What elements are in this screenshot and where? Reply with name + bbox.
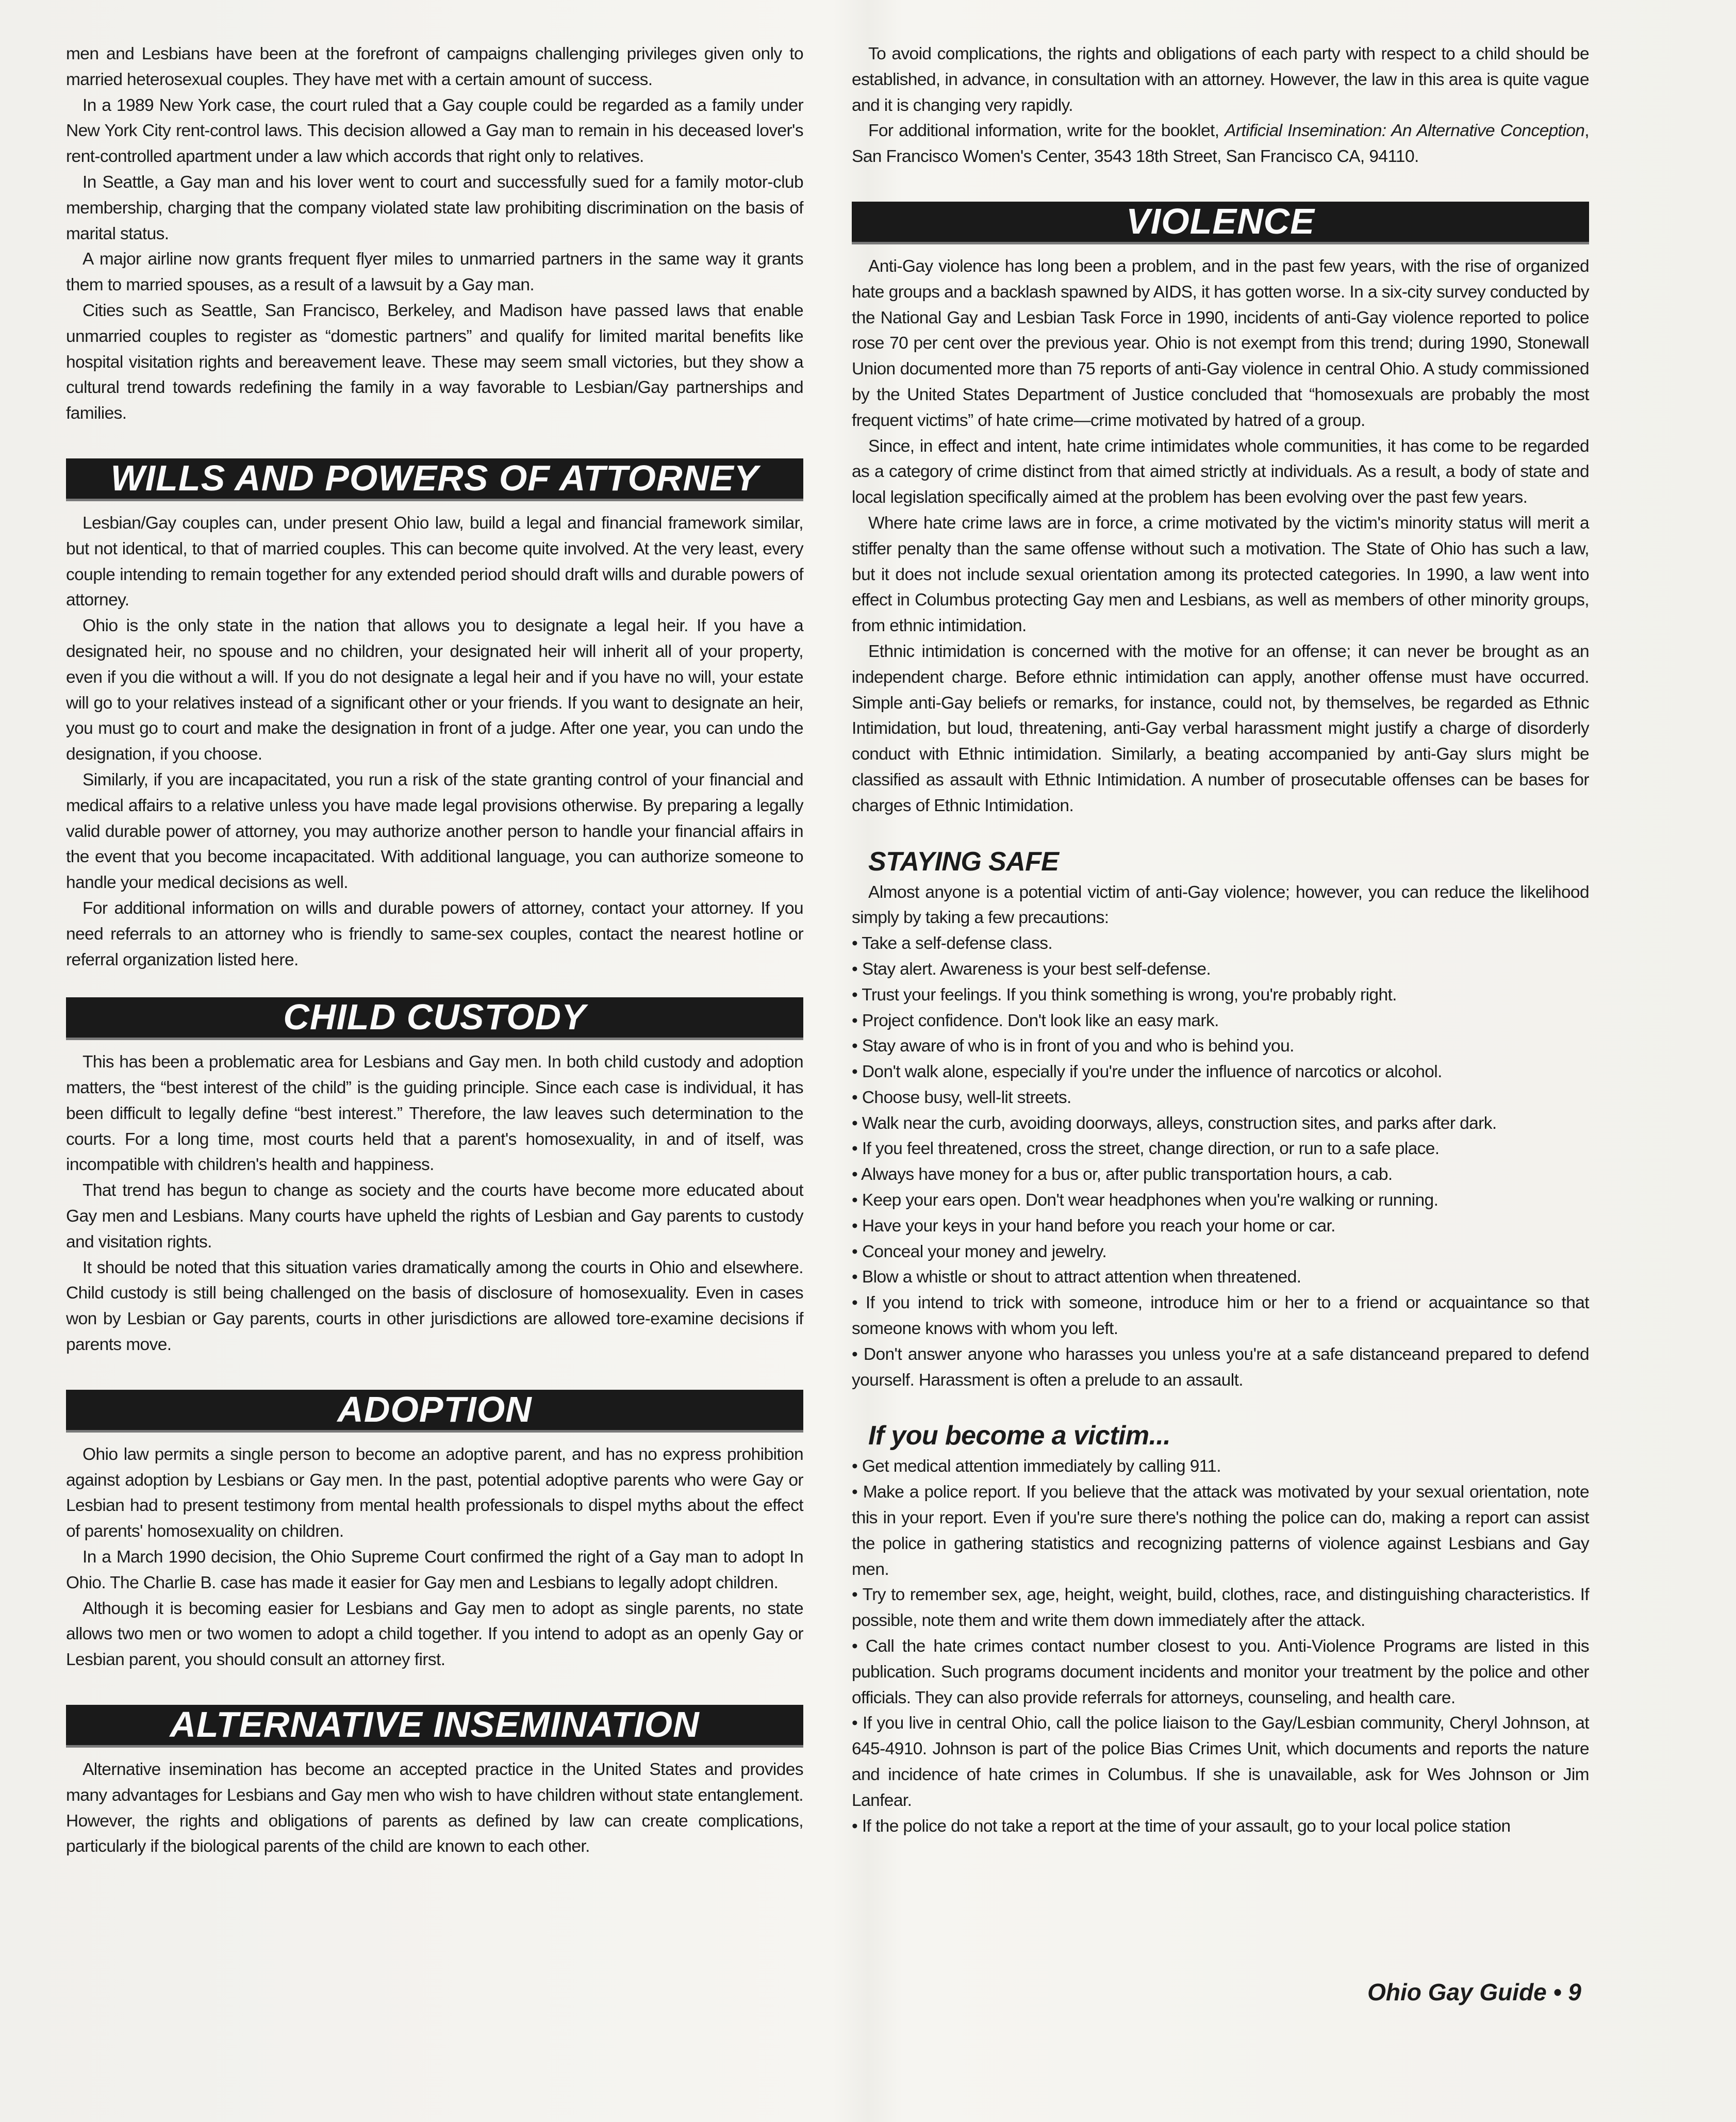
wills-paragraph: Ohio is the only state in the nation that allows you to designate a legal heir. If you have a designated heir, no spouse and no children, your designated heir will inherit all of your property, even if you die without a will. If you do not designate a legal heir and if you have no will, your estate will go to your relatives instead of a significant other or your friends. If you want to designate an heir, you must go to court and make the designation in front of a judge. After one year, you can undo the designation, if you choose. <box>66 616 803 764</box>
custody-paragraph: It should be noted that this situation varies dramatically among the courts in Ohio and elsewhere. Child custody is still being challenged on the basis of disclosure of homosexuality. Even in cases won by Lesbian or Gay parents, courts in other jurisdictions are allowed tore-examine decisions if parents move. <box>66 1258 803 1355</box>
safety-tip: • Stay alert. Awareness is your best self-defense. <box>852 959 1211 979</box>
violence-paragraph: Since, in effect and intent, hate crime intimidates whole communities, it has come to be regarded as a category of crime distinct from that aimed strictly at individuals. As a result, a body of state and local legislation specifically aimed at the problem has been evolving over the past few years. <box>852 436 1589 507</box>
intro-paragraph: Cities such as Seattle, San Francisco, Berkeley, and Madison have passed laws that enable unmarried couples to register as “domestic partners” and qualify for limited marital benefits like hospital visitation rights and bereavement leave. These may seem small victories, but they show a cultural trend towards redefining the family in a way favorable to Lesbian/Gay partnerships and families. <box>66 301 803 423</box>
wills-paragraph: Similarly, if you are incapacitated, you run a risk of the state granting control of your financial and medical affairs to a relative unless you have made legal provisions otherwise. By preparing a legally valid durable power of attorney, you may authorize another person to handle your financial affairs in the event that you become incapacitated. With additional language, you can authorize someone to handle your medical decisions as well. <box>66 770 803 893</box>
violence-paragraph: Ethnic intimidation is concerned with the motive for an offense; it can never be brought as an independent charge. Before ethnic intimidation can apply, another offense must have occurred. Simple anti-Gay beliefs or remarks, for instance, could not, by themselves, be regarded as Ethnic Intimidation, but loud, threatening, anti-Gay verbal harassment might justify a charge of disorderly conduct with Ethnic intimidation. Similarly, a beating accompanied by anti-Gay slurs might be classified as assault with Ethnic Intimidation. A number of prosecutable offenses can be bases for charges of Ethnic Intimidation. <box>852 641 1589 815</box>
safety-tip: • Blow a whistle or shout to attract attention when threatened. <box>852 1268 1301 1287</box>
safety-tip: • Don't answer anyone who harasses you unless you're at a safe distanceand prepared to defend yourself. Harassment is often a prelude to an assault. <box>852 1344 1589 1390</box>
left-column <box>66 41 803 1860</box>
subheading-staying-safe: STAYING SAFE <box>868 846 1059 877</box>
safety-tip: • Have your keys in your hand before you reach your home or car. <box>852 1216 1335 1236</box>
section-heading-wills: WILLS AND POWERS OF ATTORNEY <box>66 458 803 501</box>
booklet-prefix: For additional information, write for the booklet, <box>868 121 1225 141</box>
right-column <box>852 41 1589 1839</box>
safety-tip: • Trust your feelings. If you think something is wrong, you're probably right. <box>852 985 1397 1005</box>
section-heading-insemination: ALTERNATIVE INSEMINATION <box>66 1705 803 1748</box>
insemination-paragraph: Alternative insemination has become an accepted practice in the United States and provides many advantages for Lesbians and Gay men who wish to have children without state entanglement. However, the rights and obligations of parents as defined by law can create complications, particularly if the biological parents of the child are known to each other. <box>66 1760 803 1856</box>
victim-step: • If you live in central Ohio, call the police liaison to the Gay/Lesbian community, Cheryl Johnson, at 645-4910. Johnson is part of the police Bias Crimes Unit, which documents and reports the nature and incidence of hate crimes in Columbus. If she is unavailable, ask for Wes Johnson or Jim Lanfear. <box>852 1714 1589 1810</box>
violence-paragraph: Anti-Gay violence has long been a problem, and in the past few years, with the rise of organized hate groups and a backlash spawned by AIDS, it has gotten worse. In a six-city survey conducted by the National Gay and Lesbian Task Force in 1990, incidents of anti-Gay violence reported to police rose 70 per cent over the previous year. Ohio is not exempt from this trend; during 1990, Stonewall Union documented more than 75 reports of anti-Gay violence in central Ohio. A study commissioned by the United States Department of Justice concluded that “homosexuals are probably the most frequent victims” of hate crime—crime motivated by hatred of a group. <box>852 256 1589 430</box>
safety-tip: • Keep your ears open. Don't wear headphones when you're walking or running. <box>852 1191 1439 1210</box>
custody-paragraph: That trend has begun to change as society and the courts have become more educated about Gay men and Lesbians. Many courts have upheld the rights of Lesbian and Gay parents to custody and visitation rights. <box>66 1181 803 1252</box>
wills-paragraph: For additional information on wills and durable powers of attorney, contact your attorney. If you need referrals to an attorney who is friendly to same-sex couples, contact the nearest hotline or referral organization listed here. <box>66 898 803 969</box>
subheading-victim: If you become a victim... <box>868 1421 1171 1451</box>
adoption-paragraph: Ohio law permits a single person to become an adoptive parent, and has no express prohibition against adoption by Lesbians or Gay men. In the past, potential adoptive parents who were Gay or Lesbian had to present testimony from mental health professionals to dispel myths about the effect of parents' homosexuality on children. <box>66 1444 803 1541</box>
staying-safe-intro: Almost anyone is a potential victim of anti-Gay violence; however, you can reduce the likelihood simply by taking a few precautions: <box>852 882 1589 928</box>
victim-step: • Call the hate crimes contact number closest to you. Anti-Violence Programs are listed in this publication. Such programs document incidents and monitor your treatment by the police and other officials. They can also provide referrals for attorneys, counseling, and health care. <box>852 1637 1589 1707</box>
adoption-paragraph: Although it is becoming easier for Lesbians and Gay men to adopt as single parents, no state allows two men or two women to adopt a child together. If you intend to adopt as an openly Gay or Lesbian parent, you should consult an attorney first. <box>66 1599 803 1670</box>
safety-tip: • Stay aware of who is in front of you and who is behind you. <box>852 1037 1294 1056</box>
section-heading-violence: VIOLENCE <box>852 202 1589 244</box>
booklet-title: Artificial Insemination: An Alternative Conception <box>1225 121 1585 141</box>
safety-tip: • Take a self-defense class. <box>852 934 1053 953</box>
wills-paragraph: Lesbian/Gay couples can, under present Ohio law, build a legal and financial framework similar, but not identical, to that of married couples. This can become quite involved. At the very least, every couple intending to remain together for any extended period should draft wills and durable powers of attorney. <box>66 513 803 610</box>
page-footer: Ohio Gay Guide • 9 <box>1367 1979 1581 2005</box>
safety-tip: • If you intend to trick with someone, introduce him or her to a friend or acquaintance so that someone knows with whom you left. <box>852 1293 1589 1339</box>
safety-tip: • Project confidence. Don't look like an easy mark. <box>852 1011 1219 1030</box>
insemination-continued-paragraph: To avoid complications, the rights and obligations of each party with respect to a child should be established, in advance, in consultation with an attorney. However, the law in this area is quite vague and it is changing very rapidly. <box>852 44 1589 115</box>
intro-paragraph: In a 1989 New York case, the court ruled that a Gay couple could be regarded as a family under New York City rent-control laws. This decision allowed a Gay man to remain in his deceased lover's rent-controlled apartment under a law which accords that right only to relatives. <box>66 95 803 167</box>
victim-step: • Make a police report. If you believe that the attack was motivated by your sexual orientation, note this in your report. Even if you're sure there's nothing the police can do, making a report can assist the police in gathering statistics and recognizing patterns of violence against Lesbians and Gay men. <box>852 1483 1589 1579</box>
booklet-address: , San Francisco Women's Center, 3543 18th Street, San Francisco CA, 94110. <box>852 121 1589 167</box>
intro-paragraph: men and Lesbians have been at the forefront of campaigns challenging privileges given only to married heterosexual couples. They have met with a certain amount of success. <box>66 44 803 89</box>
safety-tip: • Always have money for a bus or, after public transportation hours, a cab. <box>852 1165 1393 1185</box>
victim-step: • If the police do not take a report at the time of your assault, go to your local police station <box>852 1816 1511 1836</box>
intro-paragraph: A major airline now grants frequent flyer miles to unmarried partners in the same way it grants them to married spouses, as a result of a lawsuit by a Gay man. <box>66 250 803 295</box>
violence-paragraph: Where hate crime laws are in force, a crime motivated by the victim's minority status will merit a stiffer penalty than the same offense without such a motivation. The State of Ohio has such a law, but it does not include sexual orientation among its protected categories. In 1990, a law went into effect in Columbus protecting Gay men and Lesbians, as well as members of other minority groups, from ethnic intimidation. <box>852 513 1589 636</box>
adoption-paragraph: In a March 1990 decision, the Ohio Supreme Court confirmed the right of a Gay man to adopt In Ohio. The Charlie B. case has made it easier for Gay men and Lesbians to legally adopt children. <box>66 1548 803 1592</box>
intro-paragraph: In Seattle, a Gay man and his lover went to court and successfully sued for a family motor-club membership, charging that the company violated state law prohibiting discrimination on the basis of marital status. <box>66 172 803 243</box>
victim-step: • Try to remember sex, age, height, weight, build, clothes, race, and distinguishing characteristics. If possible, note them and write them down immediately after the attack. <box>852 1585 1589 1631</box>
custody-paragraph: This has been a problematic area for Lesbians and Gay men. In both child custody and adoption matters, the “best interest of the child” is the guiding principle. Since each case is individual, it has been difficult to legally define “best interest.” Therefore, the law leaves such determination to the courts. For a long time, most courts held that a parent's homosexuality, in and of itself, was incompatible with children's health and happiness. <box>66 1052 803 1175</box>
victim-step: • Get medical attention immediately by calling 911. <box>852 1457 1221 1476</box>
safety-tip: • Choose busy, well-lit streets. <box>852 1088 1071 1107</box>
safety-tip: • Don't walk alone, especially if you're under the influence of narcotics or alcohol. <box>852 1062 1442 1082</box>
booklet-paragraph <box>852 118 1589 170</box>
safety-tip: • If you feel threatened, cross the street, change direction, or run to a safe place. <box>852 1139 1440 1159</box>
section-heading-adoption: ADOPTION <box>66 1390 803 1433</box>
safety-tip: • Conceal your money and jewelry. <box>852 1242 1107 1261</box>
safety-tip: • Walk near the curb, avoiding doorways, alleys, construction sites, and parks after dark. <box>852 1113 1497 1133</box>
section-heading-custody: CHILD CUSTODY <box>66 997 803 1040</box>
